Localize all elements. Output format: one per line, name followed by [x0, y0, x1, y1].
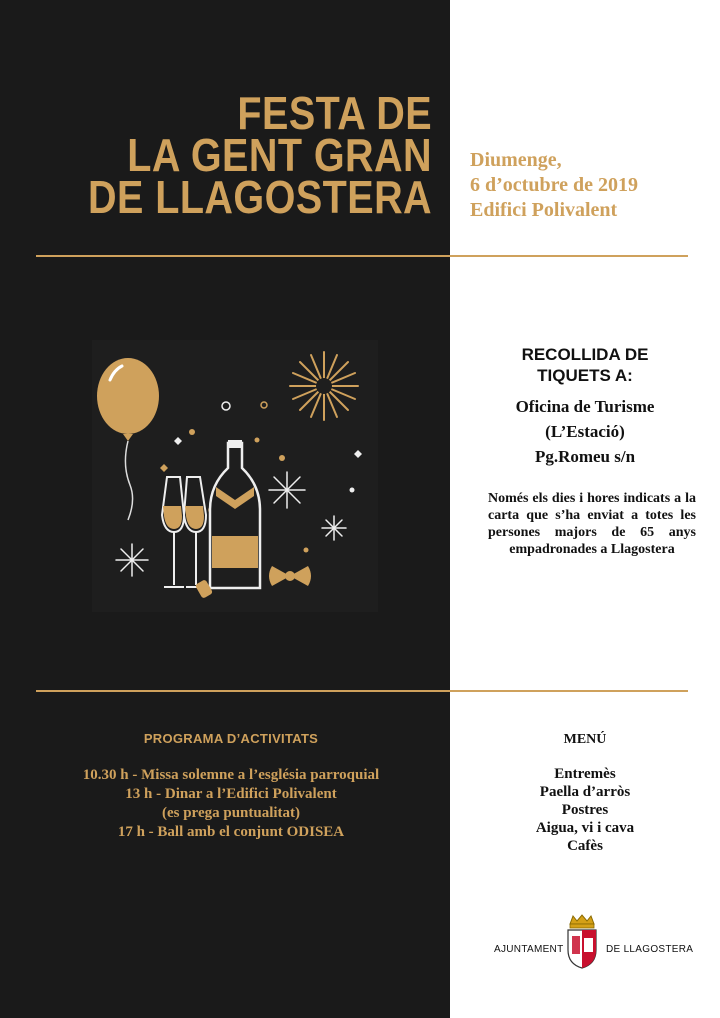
tickets-place-line: (L’Estació): [545, 422, 625, 441]
title-line: FESTA DE: [237, 87, 432, 139]
event-day: Diumenge,: [470, 149, 562, 171]
logo-text-left: AJUNTAMENT: [494, 944, 564, 955]
program-title: PROGRAMA D’ACTIVITATS: [143, 731, 319, 746]
menu-item: Postres: [561, 802, 609, 818]
event-venue: Edifici Polivalent: [470, 199, 618, 221]
coat-of-arms-icon: [564, 914, 600, 970]
tickets-note: Només els dies i hores indicats a la carta que s’ha enviat a totes les persones majors de 65 anys empadronades a Llagostera: [488, 491, 696, 557]
menu-title: MENÚ: [563, 732, 607, 747]
menu-item: Paella d’arròs: [539, 784, 631, 800]
title-line: LA GENT GRAN: [127, 129, 432, 181]
town-hall-logo: [488, 914, 698, 974]
program-item: (es prega puntualitat): [161, 805, 301, 821]
menu-item: Entremès: [554, 766, 616, 782]
champagne-balloon-icon: [92, 340, 378, 612]
program-item: 13 h - Dinar a l’Edifici Polivalent: [125, 786, 337, 802]
menu-list: [460, 765, 710, 855]
program-item: 17 h - Ball amb el conjunt ODISEA: [117, 824, 345, 840]
tickets-place-line: Pg.Romeu s/n: [534, 447, 636, 466]
logo-text-right: DE LLAGOSTERA: [606, 944, 694, 955]
bottom-divider: [36, 690, 688, 692]
top-divider: [36, 255, 688, 257]
tickets-heading: [460, 344, 710, 386]
event-info: [470, 148, 638, 223]
tickets-section: [460, 344, 710, 469]
celebration-illustration: [92, 340, 378, 612]
tickets-place-line: Oficina de Turisme: [515, 397, 655, 416]
menu-item: Aigua, vi i cava: [535, 820, 635, 836]
tickets-heading-line: RECOLLIDA DE: [521, 345, 649, 364]
tickets-place: [460, 394, 710, 469]
program-list: [36, 766, 426, 842]
title-line: DE LLAGOSTERA: [87, 171, 432, 223]
tickets-heading-line: TIQUETS A:: [537, 366, 633, 385]
menu-item: Cafès: [567, 838, 603, 854]
program-item: 10.30 h - Missa solemne a l’església parroquial: [82, 767, 380, 783]
event-date: 6 d’octubre de 2019: [470, 174, 638, 196]
poster-title: [87, 87, 432, 223]
